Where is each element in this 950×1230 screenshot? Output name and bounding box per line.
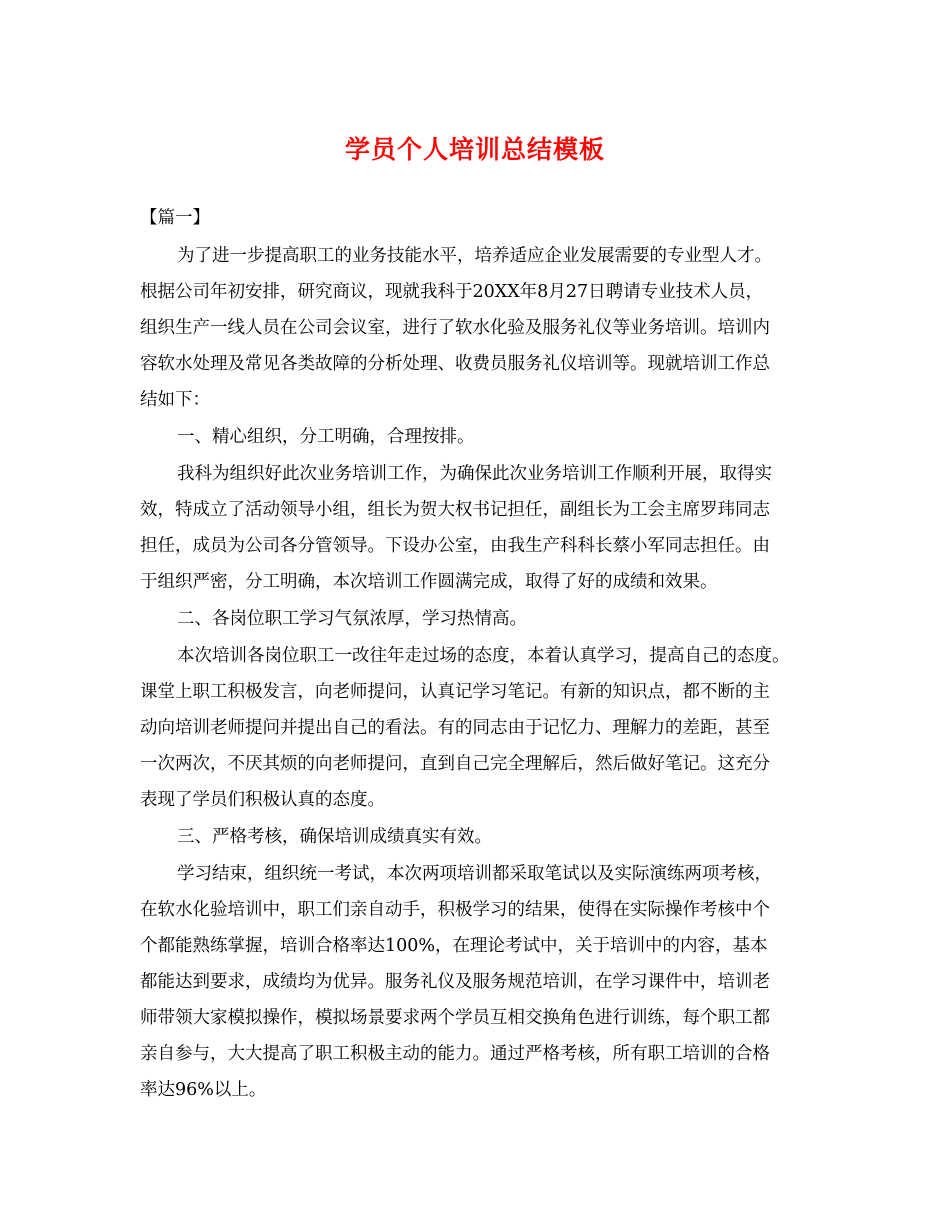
- paragraph-line: 个都能熟练掌握，培训合格率达100%，在理论考试中，关于培训中的内容，基本: [140, 936, 768, 956]
- paragraph-line: 我科为组织好此次业务培训工作，为确保此次业务培训工作顺利开展，取得实: [177, 464, 772, 484]
- paragraph-line: 学习结束，组织统一考试，本次两项培训都采取笔试以及实际演练两项考核，: [177, 864, 772, 884]
- paragraph-line: 师带领大家模拟操作，模拟场景要求两个学员互相交换角色进行训练，每个职工都: [140, 1008, 770, 1028]
- section-heading: 二、各岗位职工学习气氛浓厚，学习热情高。: [177, 609, 527, 629]
- paragraph-line: 亲自参与，大大提高了职工积极主动的能力。通过严格考核，所有职工培训的合格: [140, 1044, 770, 1064]
- paragraph-line: 表现了学员们积极认真的态度。: [140, 790, 385, 810]
- paragraph-line: 都能达到要求，成绩均为优异。服务礼仪及服务规范培训，在学习课件中，培训老: [140, 972, 770, 992]
- paragraph-line: 组织生产一线人员在公司会议室，进行了软水化验及服务礼仪等业务培训。培训内: [140, 318, 770, 338]
- document-title: 学员个人培训总结模板: [344, 135, 605, 164]
- paragraph-line: 根据公司年初安排，研究商议，现就我科于20XX年8月27日聘请专业技术人员，: [140, 282, 764, 302]
- paragraph-line: 为了进一步提高职工的业务技能水平，培养适应企业发展需要的专业型人才。: [177, 246, 772, 266]
- paragraph-line: 率达96%以上。: [140, 1080, 267, 1100]
- paragraph-line: 效，特成立了活动领导小组，组长为贺大权书记担任，副组长为工会主席罗玮同志: [140, 500, 770, 520]
- paragraph-line: 于组织严密，分工明确，本次培训工作圆满完成，取得了好的成绩和效果。: [140, 572, 718, 592]
- paragraph-line: 本次培训各岗位职工一改往年走过场的态度，本着认真学习，提高自己的态度。: [177, 646, 790, 666]
- paragraph-line: 课堂上职工积极发言，向老师提问，认真记学习笔记。有新的知识点，都不断的主: [140, 682, 770, 702]
- section-heading: 三、严格考核，确保培训成绩真实有效。: [177, 827, 492, 847]
- paragraph-line: 容软水处理及常见各类故障的分析处理、收费员服务礼仪培训等。现就培训工作总: [140, 354, 770, 374]
- paragraph-line: 结如下：: [140, 390, 210, 410]
- paragraph-line: 动向培训老师提问并提出自己的看法。有的同志由于记忆力、理解力的差距，甚至: [140, 718, 770, 738]
- paragraph-line: 在软水化验培训中，职工们亲自动手，积极学习的结果，使得在实际操作考核中个: [140, 900, 770, 920]
- paragraph-line: 担任，成员为公司各分管领导。下设办公室，由我生产科科长蔡小军同志担任。由: [140, 536, 770, 556]
- paragraph-line: 一次两次，不厌其烦的向老师提问，直到自己完全理解后，然后做好笔记。这充分: [140, 754, 770, 774]
- section-label: 【篇一】: [140, 208, 210, 228]
- section-heading: 一、精心组织，分工明确，合理按排。: [177, 427, 475, 447]
